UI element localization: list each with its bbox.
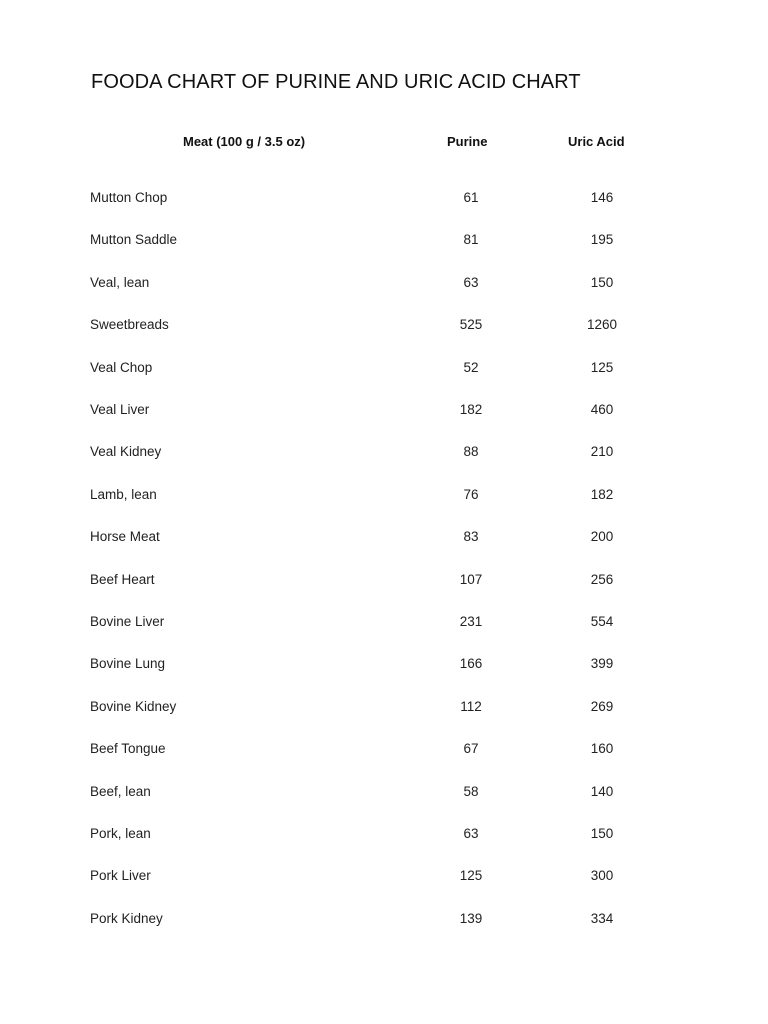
purine-cell: 67 [463, 741, 479, 757]
uric-acid-cell: 160 [590, 741, 614, 757]
meat-name-cell: Veal, lean [90, 274, 150, 290]
purine-cell: 125 [459, 868, 483, 884]
purine-cell: 88 [463, 444, 479, 460]
purine-cell: 107 [459, 571, 483, 587]
uric-acid-cell: 210 [590, 444, 614, 460]
table-row [0, 572, 768, 590]
uric-acid-cell: 554 [590, 614, 614, 629]
meat-name-cell: Beef Heart [90, 571, 155, 587]
purine-cell: 58 [463, 783, 479, 799]
meat-name-cell: Veal Kidney [90, 444, 162, 460]
uric-acid-cell: 256 [590, 571, 614, 587]
meat-name-cell: Veal Chop [90, 359, 153, 375]
table-row [0, 826, 768, 844]
table-row [0, 784, 768, 802]
purine-cell: 83 [463, 529, 479, 545]
table-row [0, 360, 768, 378]
meat-name-cell: Bovine Kidney [90, 698, 177, 714]
purine-cell: 231 [459, 614, 483, 629]
table-row [0, 444, 768, 462]
table-row [0, 656, 768, 674]
table-row [0, 275, 768, 293]
header-uric-acid: Uric Acid [568, 134, 625, 149]
uric-acid-cell: 460 [590, 402, 614, 417]
uric-acid-cell: 300 [590, 868, 614, 884]
meat-name-cell: Horse Meat [90, 529, 160, 545]
purine-cell: 112 [460, 698, 482, 714]
table-row [0, 402, 768, 420]
purine-cell: 63 [463, 274, 479, 290]
purine-cell: 63 [463, 826, 479, 841]
purine-cell: 52 [463, 359, 479, 375]
table-row [0, 317, 768, 335]
purine-cell: 182 [459, 402, 483, 417]
meat-name-cell: Pork Liver [90, 868, 151, 884]
table-row [0, 190, 768, 208]
table-row [0, 911, 768, 929]
purine-cell: 525 [459, 317, 483, 333]
table-row [0, 529, 768, 547]
meat-name-cell: Bovine Liver [90, 614, 165, 629]
uric-acid-cell: 200 [590, 529, 614, 545]
purine-cell: 166 [459, 656, 483, 672]
uric-acid-cell: 150 [590, 826, 614, 841]
meat-name-cell: Pork, lean [90, 826, 151, 841]
meat-name-cell: Mutton Chop [90, 190, 168, 205]
header-purine: Purine [447, 134, 488, 149]
table-row [0, 487, 768, 505]
table-row [0, 232, 768, 250]
table-row [0, 699, 768, 717]
page-title: FOODA CHART OF PURINE AND URIC ACID CHART [91, 71, 581, 93]
uric-acid-cell: 195 [590, 232, 614, 248]
table-row [0, 741, 768, 759]
uric-acid-cell: 125 [590, 359, 614, 375]
table-header-row [0, 134, 768, 152]
meat-name-cell: Mutton Saddle [90, 232, 178, 248]
meat-name-cell: Beef Tongue [90, 741, 166, 757]
meat-name-cell: Bovine Lung [90, 656, 166, 672]
meat-name-cell: Veal Liver [90, 402, 150, 417]
uric-acid-cell: 182 [590, 486, 614, 502]
purine-cell: 61 [463, 190, 479, 205]
table-row [0, 868, 768, 886]
meat-name-cell: Sweetbreads [90, 317, 169, 333]
purine-cell: 76 [463, 486, 479, 502]
uric-acid-cell: 150 [590, 274, 614, 290]
meat-name-cell: Pork Kidney [90, 910, 163, 926]
uric-acid-cell: 334 [590, 910, 614, 926]
uric-acid-cell: 269 [590, 698, 614, 714]
meat-name-cell: Lamb, lean [90, 486, 157, 502]
header-meat: Meat (100 g / 3.5 oz) [183, 134, 306, 149]
uric-acid-cell: 399 [590, 656, 614, 672]
uric-acid-cell: 140 [590, 783, 614, 799]
uric-acid-cell: 146 [590, 190, 614, 205]
purine-cell: 139 [459, 910, 483, 926]
meat-name-cell: Beef, lean [90, 783, 151, 799]
table-row [0, 614, 768, 632]
purine-cell: 81 [463, 232, 479, 248]
uric-acid-cell: 1260 [586, 317, 618, 333]
